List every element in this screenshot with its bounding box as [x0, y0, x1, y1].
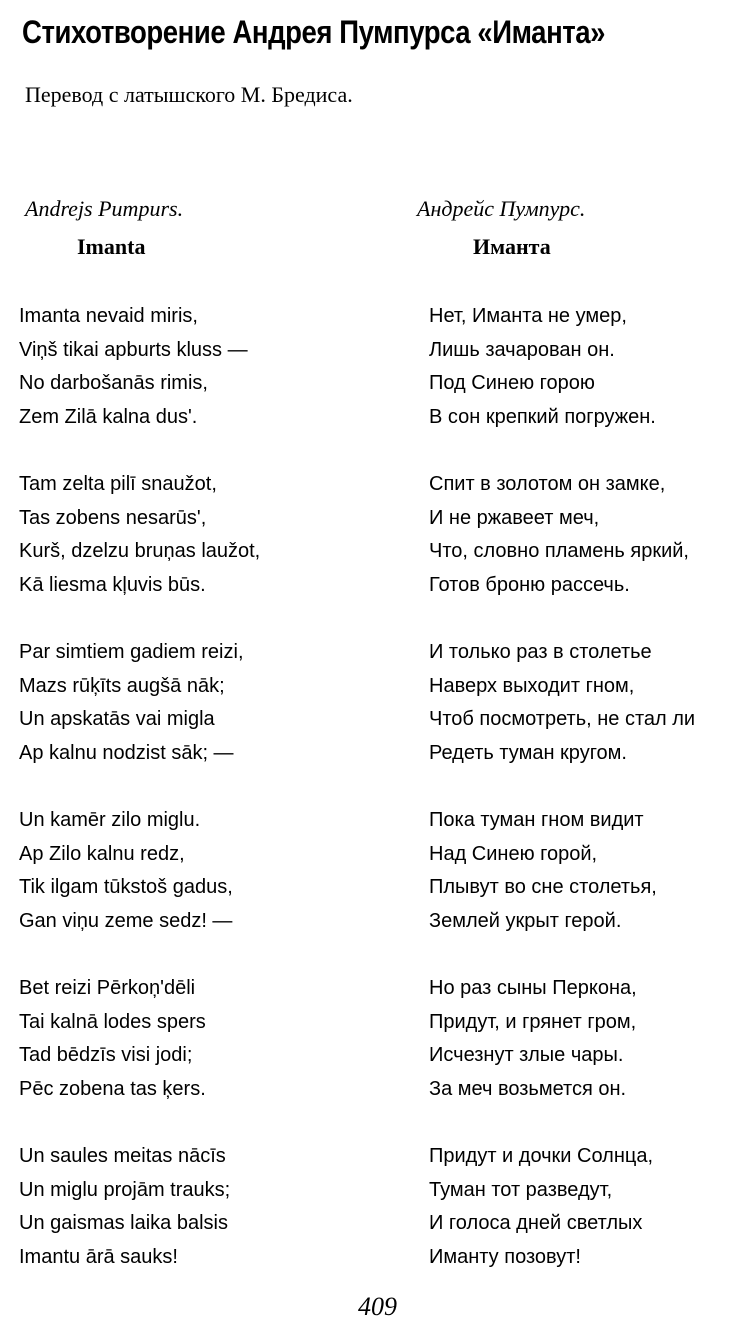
original-verse-line: Pēc zobena tas ķers. [19, 1077, 206, 1100]
translation-stanza [429, 468, 695, 602]
original-verse-line: Ap Zilo kalnu redz, [19, 842, 185, 865]
original-verse-line: Un saules meitas nācīs [19, 1145, 226, 1167]
translation-verse-line: Плывут во сне столетья, [429, 876, 657, 898]
translation-verse-line: Готов броню рассечь. [429, 573, 630, 596]
original-verse-line: Imanta nevaid miris, [19, 305, 198, 327]
translation-verse-line: Лишь зачарован он. [429, 338, 615, 361]
original-verse-line: Par simtiem gadiem reizi, [19, 641, 244, 663]
original-stanza [19, 636, 260, 770]
page-title: Стихотворение Андрея Пумпурса «Иманта» [22, 14, 606, 50]
translation-poem-title: Иманта [473, 234, 551, 259]
translation-verse-line: Спит в золотом он замке, [429, 473, 666, 495]
original-verse-line: Un gaismas laika balsis [19, 1212, 228, 1234]
translator-credit: Перевод с латышского М. Бредиса. [25, 82, 353, 107]
original-verse-line: Bet reizi Pērkoņ'dēli [19, 977, 196, 999]
translation-author: Андрейс Пумпурс. [417, 196, 586, 221]
original-stanza [19, 1140, 260, 1274]
translation-verse-line: Туман тот разведут, [429, 1178, 613, 1201]
original-verse-line: Mazs rūķīts augšā nāk; [19, 674, 225, 697]
translation-verse-line: Над Синею горой, [429, 842, 598, 865]
translation-stanza [429, 804, 695, 938]
translation-verse-line: В сон крепкий погружен. [429, 405, 656, 428]
original-poem-title: Imanta [77, 234, 146, 259]
translation-verse-line: Пока туман гном видит [429, 809, 644, 831]
translation-verse-line: И голоса дней светлых [429, 1212, 643, 1234]
original-verse-line: Kā liesma kļuvis būs. [19, 573, 206, 596]
original-stanzas [19, 300, 260, 1308]
translation-verse-line: Придут и дочки Солнца, [429, 1145, 654, 1167]
original-verse-line: Ap kalnu nodzist sāk; — [19, 741, 234, 764]
original-stanza [19, 468, 260, 602]
translation-verse-line: За меч возьмется он. [429, 1077, 627, 1100]
translation-verse-line: Что, словно пламень яркий, [429, 540, 689, 562]
translation-stanza [429, 972, 695, 1106]
original-verse-line: Tam zelta pilī snaužot, [19, 473, 217, 495]
translation-verse-line: Иманту позовут! [429, 1245, 581, 1268]
page-number: 409 [358, 1292, 397, 1321]
original-verse-line: Zem Zilā kalna dus'. [19, 405, 198, 428]
translation-verse-line: Придут, и грянет гром, [429, 1010, 637, 1033]
translation-verse-line: Редеть туман кругом. [429, 741, 627, 764]
original-stanza [19, 972, 260, 1106]
translation-verse-line: Исчезнут злые чары. [429, 1044, 624, 1066]
original-stanza [19, 804, 260, 938]
translation-verse-line: И только раз в столетье [429, 641, 652, 663]
original-verse-line: Tai kalnā lodes spers [19, 1010, 206, 1033]
translation-stanza [429, 300, 695, 434]
translation-verse-line: И не ржавеет меч, [429, 506, 600, 529]
original-verse-line: Kurš, dzelzu bruņas laužot, [19, 540, 261, 562]
original-verse-line: Viņš tikai apburts kluss — [19, 338, 248, 361]
translation-verse-line: Нет, Иманта не умер, [429, 305, 627, 327]
original-verse-line: Tas zobens nesarūs', [19, 506, 207, 529]
translation-stanza [429, 636, 695, 770]
original-verse-line: Un miglu projām trauks; [19, 1178, 231, 1201]
translation-verse-line: Наверх выходит гном, [429, 674, 635, 697]
original-verse-line: Un apskatās vai migla [19, 708, 215, 730]
original-verse-line: Tik ilgam tūkstoš gadus, [19, 876, 233, 898]
translation-verse-line: Но раз сыны Перкона, [429, 977, 637, 999]
translation-verse-line: Землей укрыт герой. [429, 909, 622, 932]
original-verse-line: Tad bēdzīs visi jodi; [19, 1044, 193, 1066]
translation-stanza [429, 1140, 695, 1274]
translation-verse-line: Чтоб посмотреть, не стал ли [429, 708, 696, 730]
translation-verse-line: Под Синею горою [429, 372, 595, 394]
original-verse-line: Un kamēr zilo miglu. [19, 809, 201, 831]
original-stanza [19, 300, 260, 434]
original-verse-line: Imantu ārā sauks! [19, 1245, 178, 1268]
translation-stanzas [429, 300, 695, 1308]
original-author: Andrejs Pumpurs. [25, 196, 184, 221]
original-verse-line: No darbošanās rimis, [19, 372, 208, 394]
original-verse-line: Gan viņu zeme sedz! — [19, 909, 233, 932]
